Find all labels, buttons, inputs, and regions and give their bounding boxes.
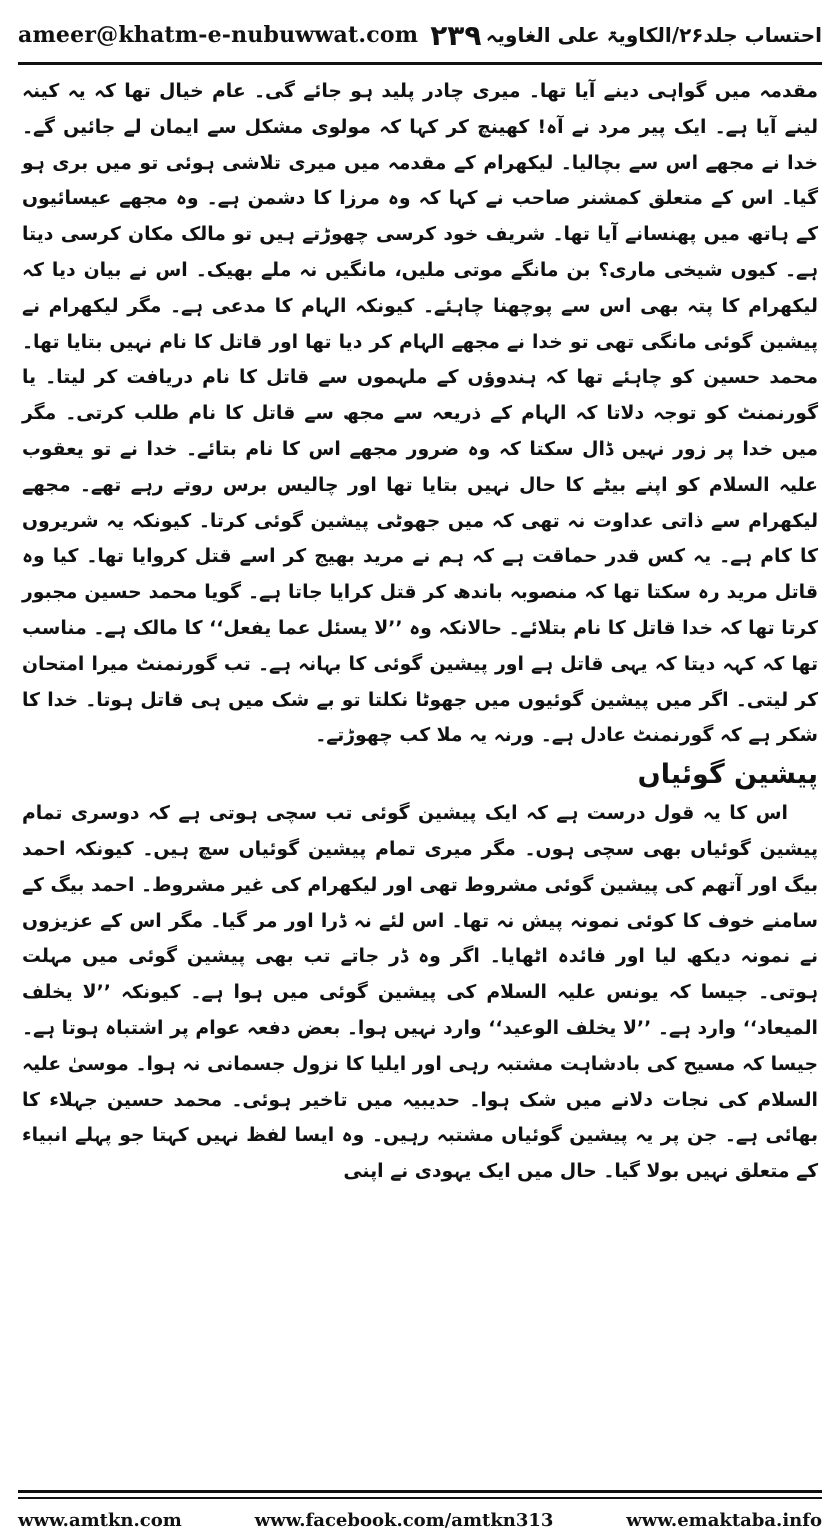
page-footer (18, 1506, 822, 1534)
paragraph-2-text-a: اس کا یہ قول درست ہے کہ ایک پیشین گوئی تب سچی ہوتی ہے کہ دوسری تمام پیشین گوئیاں بھی سچی ہوں۔ مگر میری تمام پیشین گوئیاں سچ ہیں۔ کیونکہ احمد بیگ اور آتھم کی پیشین گوئی مشروط تھی اور لیکھرام کی غیر مشروط۔ احمد بیگ کے سامنے خوف کا کوئی نمونہ پیش نہ تھا۔ اس لئے نہ ڈرا اور مر گیا۔ مگر اس کے عزیزوں نے نمونہ دیکھ لیا اور فائدہ اٹھایا۔ اگر وہ ڈر جاتے تب بھی پیشین گوئی میں مہلت ہوتی۔ جیسا کہ یونس علیہ السلام کی پیشین گوئی میں ہوا ہے۔ کیونکہ (22, 803, 818, 1004)
paragraph-2-text-c: وارد نہیں ہوا۔ بعض دفعہ عوام پر اشتباہ ہوتا ہے۔ جیسا کہ مسیح کی بادشاہت مشتبہ رہی اور ایلیا کا نزول جسمانی نہ ہوا۔ موسیٰ علیہ السلام کی نجات دلانے میں شک ہوا۔ حدیبیہ میں تاخیر ہوئی۔ محمد حسین جہلاء کا بھائی ہے۔ جن پر یہ پیشین گوئیاں مشتبہ رہیں۔ وہ ایسا لفظ نہیں کہتا جو پہلے انبیاء کے متعلق نہیں بولا گیا۔ حال میں ایک یہودی نے اپنی (22, 1017, 818, 1183)
header-email: ameer@khatm-e-nubuwwat.com (18, 22, 419, 48)
page-body (22, 74, 818, 1480)
footer-rule-thin (18, 1497, 822, 1499)
header-rule (18, 62, 822, 65)
arabic-phrase-miad: ’’لا یخلف المیعاد‘‘ (22, 982, 818, 1039)
paragraph-2-text-b: وارد ہے۔ (651, 1017, 743, 1039)
footer-link-amtkn[interactable]: www.amtkn.com (18, 1509, 182, 1531)
book-title: احتساب جلد۲۶/الکاویۃ علی الغاویہ (485, 23, 822, 47)
body-paragraph-1 (22, 74, 818, 754)
paragraph-1-text-b: کا مالک ہے۔ مناسب تھا کہ کہہ دیتا کہ یہی قاتل ہے اور پیشین گوئی کا بہانہ ہے۔ تب گورنمنٹ میرا امتحان کر لیتی۔ اگر میں پیشین گوئیوں میں جھوٹا نکلتا تو بے شک میں ہی قاتل ہوتا۔ خدا کا شکر ہے کہ گورنمنٹ عادل ہے۔ ورنہ یہ ملا کب چھوڑتے۔ (22, 617, 818, 747)
footer-link-emaktaba[interactable]: www.emaktaba.info (626, 1509, 822, 1531)
page-header (18, 14, 822, 56)
page-number: ۲۳۹ (430, 18, 482, 52)
section-heading: پیشین گوئیاں (637, 759, 818, 791)
arabic-phrase-waeed: ’’لا یخلف الوعید‘‘ (488, 1017, 652, 1039)
body-paragraph-2 (22, 796, 818, 1190)
footer-link-facebook[interactable]: www.facebook.com/amtkn313 (254, 1509, 554, 1531)
footer-rule-thick (18, 1490, 822, 1493)
arabic-phrase-la-yusal: ’’لا یسئل عما یفعل‘‘ (209, 617, 403, 639)
paragraph-1-text-a: مقدمہ میں گواہی دینے آیا تھا۔ میری چادر پلید ہو جائے گی۔ عام خیال تھا کہ یہ کینہ لینے آیا ہے۔ ایک پیر مرد نے آہ! کھینچ کر کہا کہ مولوی مشکل سے ایمان لے جائیں گے۔ خدا نے مجھے اس سے بچالیا۔ لیکھرام کے مقدمہ میں میری تلاشی ہوئی تو میں بری ہو گیا۔ اس کے متعلق کمشنر صاحب نے کہا کہ وہ مرزا کا دشمن ہے۔ وہ مجھے عیسائیوں کے ہاتھ میں پھنسانے آیا تھا۔ شریف خود کرسی چھوڑتے ہیں تو مالک مکان کرسی دیتا ہے۔ کیوں شیخی ماری؟ بن مانگے موتی ملیں، مانگیں نہ ملے بھیک۔ اس نے بیان دیا کہ لیکھرام کا پتہ بھی اس سے پوچھنا چاہئے۔ کیونکہ الہام کا مدعی ہے۔ مگر لیکھرام نے پیشین گوئی مانگی تھی تو خدا نے مجھے الہام کر دیا تھا اور قاتل کا نام نہیں بتایا تھا۔ محمد حسین کو چاہئے تھا کہ ہندوؤں کے ملہموں سے قاتل کا نام دریافت کر لیتا۔ یا گورنمنٹ کو توجہ دلاتا کہ الہام کے ذریعہ سے مجھ سے قاتل کا نام طلب کرتی۔ مگر میں خدا پر زور نہیں ڈال سکتا کہ وہ ضرور مجھے اس کا نام بتائے۔ خدا نے تو یعقوب علیہ السلام کو اپنے بیٹے کا حال نہیں بتایا تھا اور چالیس برس روتے رہے تھے۔ مجھے لیکھرام سے ذاتی عداوت نہ تھی کہ میں جھوٹی پیشین گوئی کرتا۔ کیونکہ یہ شریروں کا کام ہے۔ یہ کس قدر حماقت ہے کہ ہم نے مرید بھیج کر اسے قتل کروایا تھا۔ کیا وہ قاتل مرید رہ سکتا تھا کہ منصوبہ باندھ کر قتل کرایا جاتا ہے۔ گویا محمد حسین مجبور کرتا تھا کہ خدا قاتل کا نام بتلائے۔ حالانکہ وہ (22, 81, 818, 639)
header-left (18, 19, 481, 52)
